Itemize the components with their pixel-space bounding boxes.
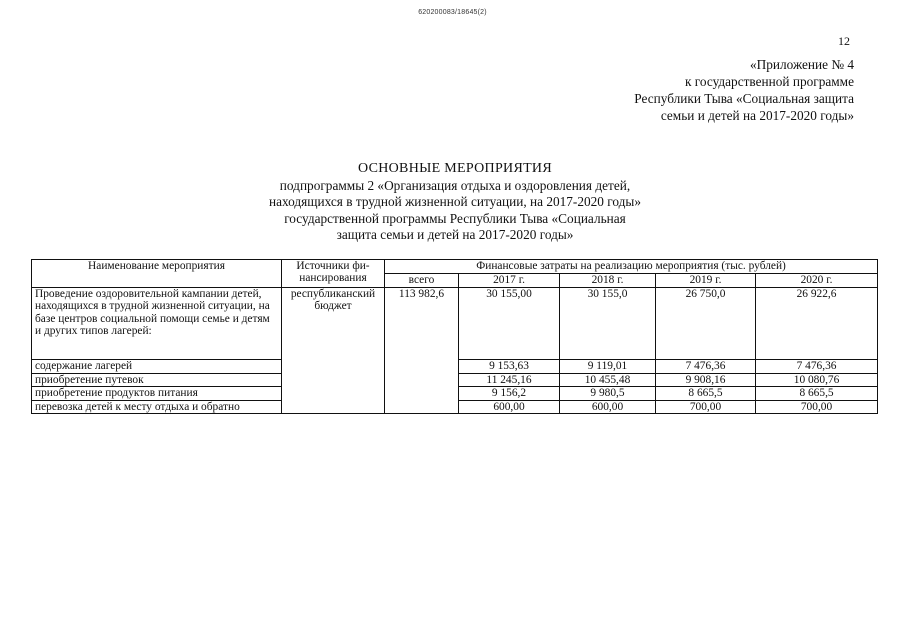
heading-line-2: находящихся в трудной жизненной ситуации, на 2017-2020 годы» bbox=[268, 194, 642, 209]
header-year-2019: 2019 г. bbox=[656, 274, 756, 288]
row-value: 8 665,5 bbox=[756, 387, 878, 401]
row-value: 600,00 bbox=[459, 400, 560, 414]
row-name-transport: перевозка детей к месту отдыха и обратно bbox=[32, 400, 282, 414]
activities-table bbox=[31, 259, 878, 414]
main-value-2019: 26 750,0 bbox=[656, 288, 756, 360]
row-value: 700,00 bbox=[656, 400, 756, 414]
row-value: 7 476,36 bbox=[756, 360, 878, 374]
row-value: 11 245,16 bbox=[459, 373, 560, 387]
document-code: 620200083/18645(2) bbox=[418, 9, 487, 16]
row-name-food: приобретение продуктов питания bbox=[32, 387, 282, 401]
row-value: 700,00 bbox=[756, 400, 878, 414]
appendix-line-3: Республики Тыва «Социальная защита bbox=[634, 91, 854, 106]
main-activity-name: Проведение оздоровительной кампании детей, находящихся в трудной жизненной ситуации, на базе центров социальной помощи семье и детям и других типов лагерей: bbox=[32, 288, 282, 360]
header-year-2017: 2017 г. bbox=[459, 274, 560, 288]
header-total: всего bbox=[385, 274, 459, 288]
row-value: 600,00 bbox=[560, 400, 656, 414]
main-value-2017: 30 155,00 bbox=[459, 288, 560, 360]
header-funding-source-line-1: Источники фи- bbox=[296, 260, 370, 272]
main-value-2018: 30 155,0 bbox=[560, 288, 656, 360]
header-funding-source bbox=[282, 260, 385, 288]
row-value: 9 980,5 bbox=[560, 387, 656, 401]
row-value: 10 080,76 bbox=[756, 373, 878, 387]
heading-line-4: защита семьи и детей на 2017-2020 годы» bbox=[336, 227, 574, 242]
row-value: 9 156,2 bbox=[459, 387, 560, 401]
header-activity-name: Наименование мероприятия bbox=[32, 260, 282, 288]
appendix-line-1: «Приложение № 4 bbox=[750, 57, 854, 72]
header-financial-costs: Финансовые затраты на реализацию мероприятия (тыс. рублей) bbox=[385, 260, 878, 274]
row-name-vouchers: приобретение путевок bbox=[32, 373, 282, 387]
table-row-main-activity bbox=[32, 288, 878, 360]
appendix-line-2: к государственной программе bbox=[684, 74, 854, 89]
appendix-line-4: семьи и детей на 2017-2020 годы» bbox=[660, 108, 854, 123]
document-title: ОСНОВНЫЕ МЕРОПРИЯТИЯ bbox=[358, 161, 552, 176]
row-value: 9 153,63 bbox=[459, 360, 560, 374]
heading-line-3: государственной программы Республики Тыва «Социальная bbox=[284, 210, 626, 226]
row-value: 8 665,5 bbox=[656, 387, 756, 401]
row-value: 9 908,16 bbox=[656, 373, 756, 387]
row-name-camps: содержание лагерей bbox=[32, 360, 282, 374]
row-value: 7 476,36 bbox=[656, 360, 756, 374]
main-value-2020: 26 922,6 bbox=[756, 288, 878, 360]
main-funding-source: республиканский бюджет bbox=[282, 288, 385, 414]
header-funding-source-line-2: нансирования bbox=[299, 272, 367, 285]
heading-line-1: подпрограммы 2 «Организация отдыха и оздоровления детей, bbox=[279, 177, 631, 193]
header-year-2020: 2020 г. bbox=[756, 274, 878, 288]
row-value: 10 455,48 bbox=[560, 373, 656, 387]
document-heading bbox=[200, 161, 710, 244]
row-value: 9 119,01 bbox=[560, 360, 656, 374]
appendix-header bbox=[634, 56, 854, 124]
table-header-row-1 bbox=[32, 260, 878, 274]
main-total: 113 982,6 bbox=[385, 288, 459, 414]
page-number: 12 bbox=[838, 34, 850, 48]
header-year-2018: 2018 г. bbox=[560, 274, 656, 288]
